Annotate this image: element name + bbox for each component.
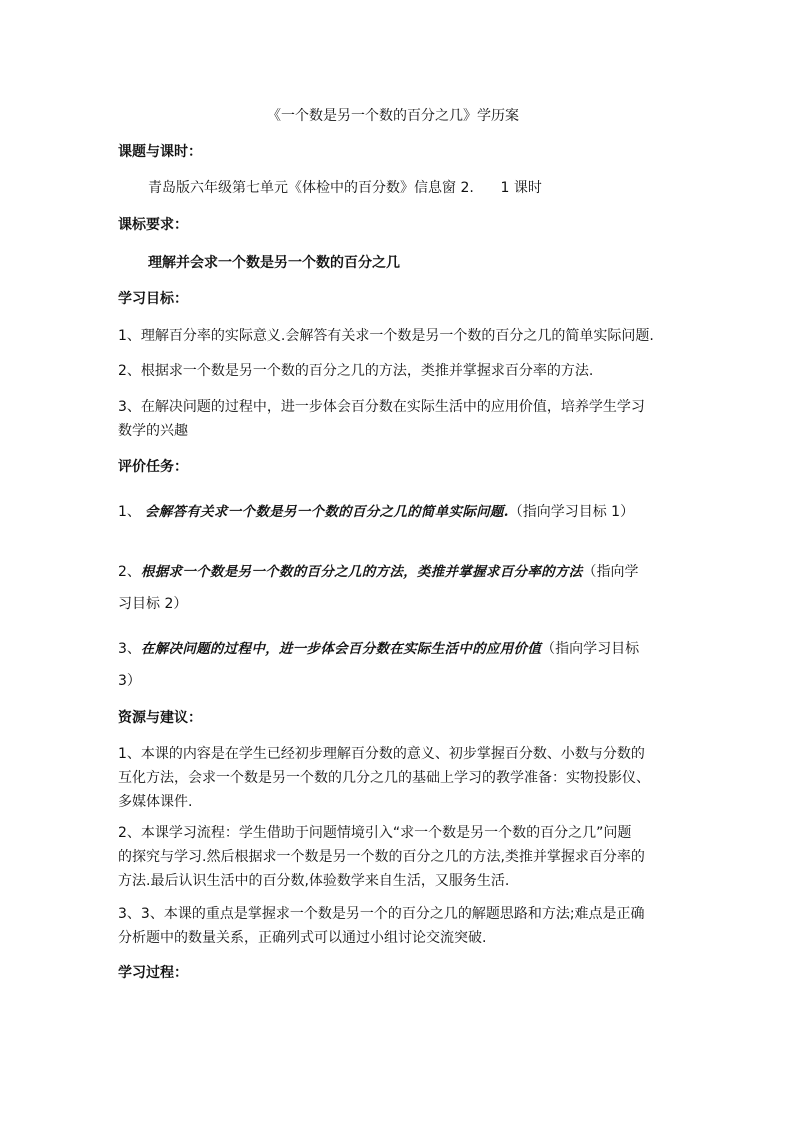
document-title: 《一个数是另一个数的百分之几》学历案 bbox=[267, 108, 519, 124]
resources-heading: 资源与建议： bbox=[118, 710, 202, 726]
process-heading: 学习过程： bbox=[118, 965, 188, 981]
resource-p2-line-1: 2、本课学习流程：学生借助于问题情境引入“求一个数是另一个数的百分之几”问题 bbox=[118, 825, 632, 841]
resource-p2-line-3: 方法.最后认识生活中的百分数,体验数学来自生活，又服务生活. bbox=[118, 873, 510, 889]
task-item-3-line-1 bbox=[118, 640, 639, 658]
topic-text: 青岛版六年级第七单元《体检中的百分数》信息窗 2. 1 课时 bbox=[148, 180, 542, 196]
task-item-2-line-1 bbox=[118, 563, 639, 581]
tasks-heading: 评价任务： bbox=[118, 459, 188, 475]
task-item-3-text: 在解决问题的过程中，进一步体会百分数在实际生活中的应用价值 bbox=[140, 641, 542, 657]
task-item-2-line-2: 习目标 2） bbox=[118, 596, 188, 612]
resource-p1-line-3: 多媒体课件. bbox=[118, 794, 193, 810]
standard-heading: 课标要求： bbox=[118, 217, 188, 233]
goal-item-3-line-2: 数学的兴趣 bbox=[118, 423, 188, 439]
task-item-2-number: 2、 bbox=[118, 564, 141, 580]
goal-item-3-line-1: 3、在解决问题的过程中，进一步体会百分数在实际生活中的应用价值，培养学生学习 bbox=[118, 399, 645, 415]
goals-heading: 学习目标： bbox=[118, 291, 188, 307]
task-item-1-number: 1、 bbox=[118, 504, 141, 520]
task-item-1-reference: （指向学习目标 1） bbox=[508, 504, 635, 520]
resource-p1-line-1: 1、本课的内容是在学生已经初步理解百分数的意义、初步掌握百分数、小数与分数的 bbox=[118, 746, 645, 762]
task-item-2-reference: （指向学 bbox=[582, 564, 639, 580]
task-item-1-text: 会解答有关求一个数是另一个数的百分之几的简单实际问题. bbox=[144, 504, 509, 520]
standard-text: 理解并会求一个数是另一个数的百分之几 bbox=[148, 255, 400, 271]
goal-item-2: 2、根据求一个数是另一个数的百分之几的方法，类推并掌握求百分率的方法. bbox=[118, 363, 594, 379]
resource-p3-line-1: 3、3、本课的重点是掌握求一个数是另一个的百分之几的解题思路和方法;难点是正确 bbox=[118, 906, 645, 922]
resource-p3-line-2: 分析题中的数量关系，正确列式可以通过小组讨论交流突破. bbox=[118, 930, 487, 946]
goal-item-1: 1、理解百分率的实际意义.会解答有关求一个数是另一个数的百分之几的简单实际问题. bbox=[118, 328, 654, 344]
task-item-3-reference: （指向学习目标 bbox=[541, 641, 640, 657]
task-item-3-number: 3、 bbox=[118, 641, 141, 657]
task-item-3-line-2: 3） bbox=[118, 673, 141, 689]
resource-p2-line-2: 的探究与学习.然后根据求一个数是另一个数的百分之几的方法,类推并掌握求百分率的 bbox=[118, 849, 645, 865]
resource-p1-line-2: 互化方法，会求一个数是另一个数的几分之几的基础上学习的教学准备：实物投影仪、 bbox=[118, 770, 650, 786]
task-item-1 bbox=[118, 503, 634, 521]
task-item-2-text: 根据求一个数是另一个数的百分之几的方法，类推并掌握求百分率的方法 bbox=[140, 564, 583, 580]
topic-heading: 课题与课时： bbox=[118, 144, 202, 160]
